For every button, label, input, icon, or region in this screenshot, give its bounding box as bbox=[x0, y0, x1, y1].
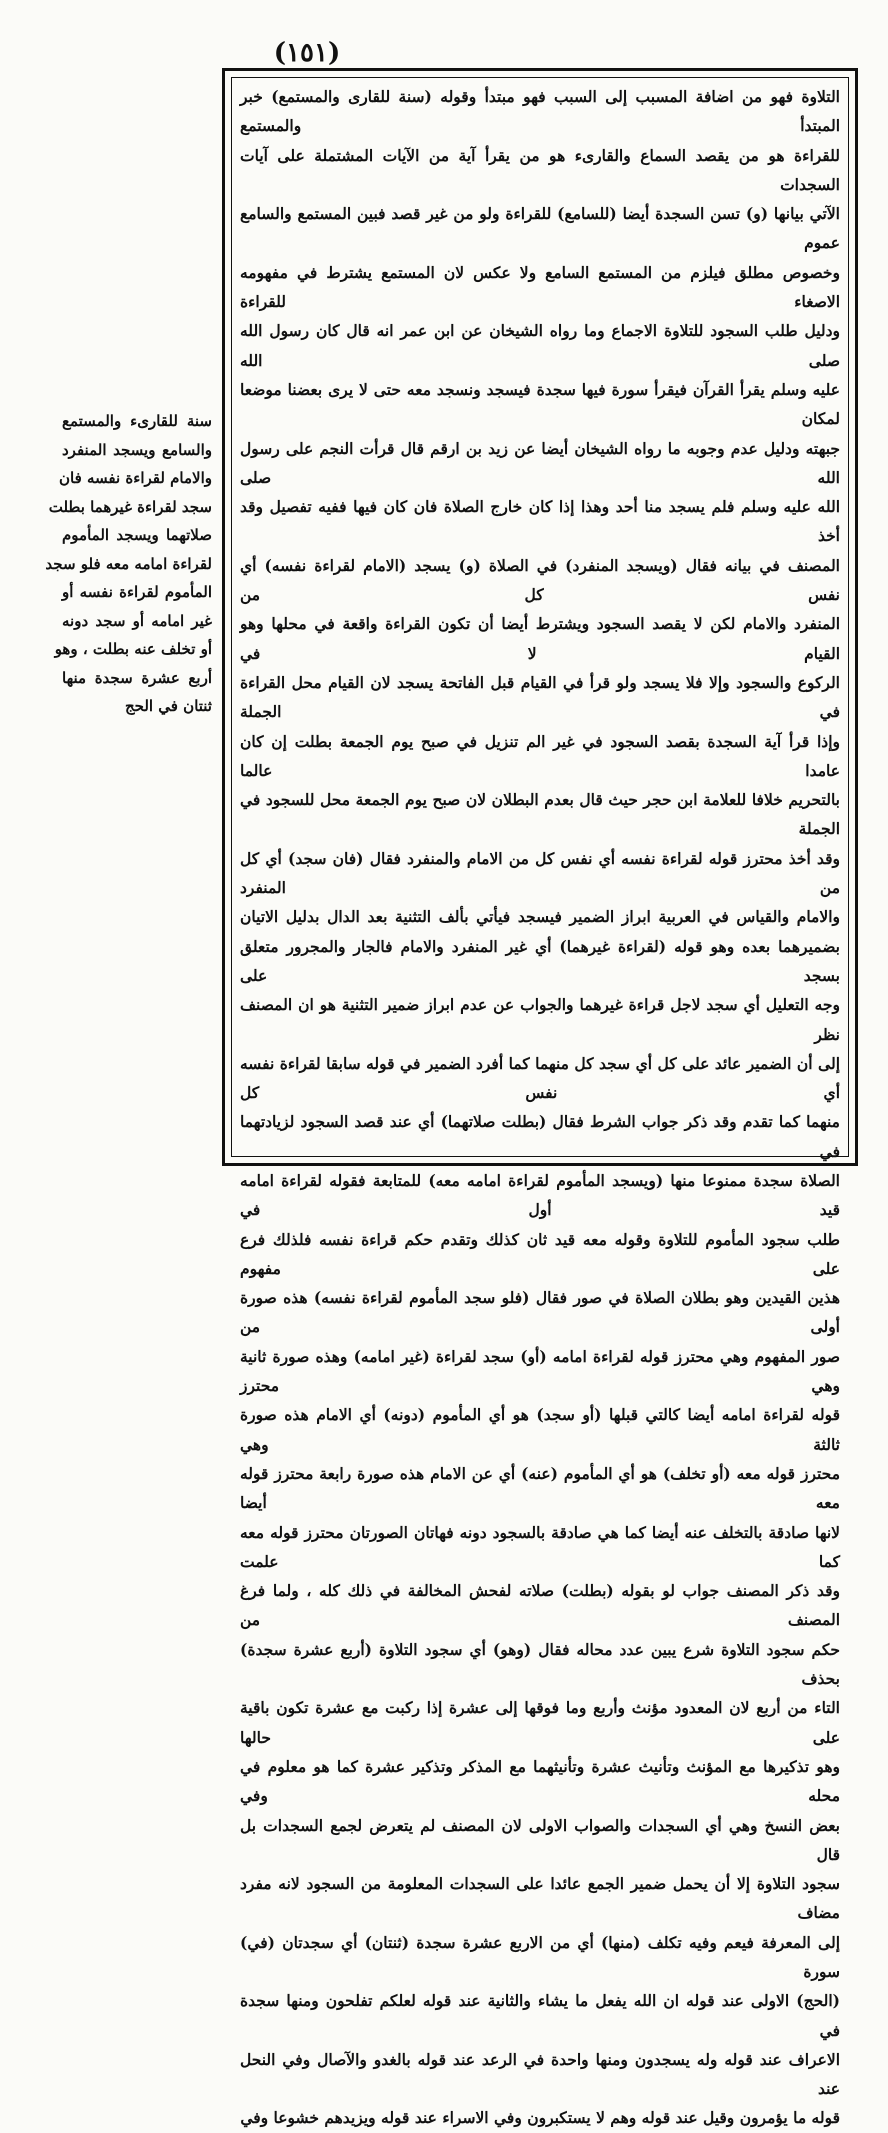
main-text-line: طلب سجود المأموم للتلاوة وقوله معه قيد ثان كذلك وتقدم حكم قراءة نفسه فلذلك فرع على مفهوم bbox=[240, 1229, 840, 1278]
page-frame bbox=[222, 68, 858, 2128]
main-text-line: وإذا قرأ آية السجدة بقصد السجود في غير الم تنزيل في صبح يوم الجمعة بطلت إن كان عامدا عالما bbox=[240, 731, 840, 780]
main-text-line: إلى أن الضمير عائد على كل أي سجد كل منهما كما أفرد الضمير في قوله سابقا لقراءة نفسه أي نفس كل bbox=[240, 1053, 840, 1103]
main-text-line: المنفرد والامام لكن لا يقصد السجود ويشترط أيضا أن تكون القراءة واقعة في محلها وهو القيام لا في bbox=[240, 614, 840, 663]
main-text-line: قوله ما يؤمرون وقيل عند قوله وهم لا يستكبرون وفي الاسراء عند قوله ويزيدهم خشوعا وفي bbox=[240, 2108, 840, 2128]
main-text-line: بالتحريم خلافا للعلامة ابن حجر حيث قال بعدم البطلان لان صبح يوم الجمعة محل للسجود في الجملة bbox=[240, 790, 840, 839]
main-text-line: إلى المعرفة فيعم وفيه تكلف (منها) أي من الاربع عشرة سجدة (ثنتان) أي سجدتان (في) سورة bbox=[240, 1932, 840, 1981]
margin-text-line: ثنتان في الحج bbox=[124, 697, 212, 715]
main-text-line: (الحج) الاولى عند قوله ان الله يفعل ما يشاء والثانية عند قوله لعلكم تفلحون ومنها سجدة في bbox=[240, 1991, 840, 2040]
main-text-line: قوله لقراءة امامه أيضا كالتي قبلها (أو سجد) هو أي المأموم (دونه) أي الامام هذه صورة ثالثة وهي bbox=[240, 1405, 840, 1454]
main-text-line: الركوع والسجود وإلا فلا يسجد ولو قرأ في القيام قبل الفاتحة يسجد لان القيام محل القراءة في الجملة bbox=[240, 672, 840, 722]
main-text-line: وقد أخذ محترز قوله لقراءة نفسه أي نفس كل من الامام والمنفرد فقال (فان سجد) أي كل من المنفرد bbox=[240, 848, 840, 898]
margin-text-line: غير امامه أو سجد دونه bbox=[62, 611, 212, 630]
margin-text-line: أربع عشرة سجدة منها bbox=[62, 668, 212, 687]
main-text-line: حكم سجود التلاوة شرع يبين عدد محاله فقال (وهو) أي سجود التلاوة (أربع عشرة سجدة) بحذف bbox=[240, 1639, 840, 1689]
main-text-line: عليه وسلم يقرأ القرآن فيقرأ سورة فيها سجدة فيسجد ونسجد معه حتى لا يرى بعضنا موضعا لمكان bbox=[240, 379, 840, 429]
main-text-line: وقد ذكر المصنف جواب لو بقوله (بطلت) صلاته لفحش المخالفة في ذلك كله ، ولما فرغ المصنف من bbox=[240, 1581, 840, 1630]
main-text-line: وجه التعليل أي سجد لاجل قراءة غيرهما والجواب عن عدم ابراز ضمير التثنية هو ان المصنف نظر bbox=[240, 995, 840, 1044]
main-text-line: التاء من أربع لان المعدود مؤنث وأربع وما فوقها إلى عشرة إذا ركبت مع عشرة تكون باقية على حالها bbox=[240, 1698, 840, 1747]
main-text-line: الآتي بيانها (و) تسن السجدة أيضا (للسامع) للقراءة ولو من غير قصد فبين المستمع والسامع عموم bbox=[240, 204, 840, 253]
margin-text-line: أو تخلف عنه بطلت ، وهو bbox=[54, 640, 212, 658]
main-text-line: محترز قوله معه (أو تخلف) هو أي المأموم (عنه) أي عن الامام هذه صورة رابعة محترز قوله معه أيضا bbox=[240, 1463, 840, 1513]
page-frame-inner bbox=[231, 77, 849, 2128]
main-text-line: لانها صادقة بالتخلف عنه أيضا كما هي صادقة بالسجود دونه فهاتان الصورتان محترز قوله معه كما علمت bbox=[240, 1522, 840, 1571]
main-text-line: بضميرهما بعده وهو قوله (لقراءة غيرهما) أي غير المنفرد والامام فالجار والمجرور متعلق بسجد على bbox=[240, 936, 840, 985]
main-text-line: الاعراف عند قوله وله يسجدون ومنها واحدة في الرعد عند قوله بالغدو والآصال وفي النحل عند bbox=[240, 2049, 840, 2099]
main-text-line: سجود التلاوة إلا أن يحمل ضمير الجمع عائدا على السجدات المعلومة من السجود لانه مفرد مضاف bbox=[240, 1874, 840, 1923]
main-text-line: وخصوص مطلق فيلزم من المستمع السامع ولا عكس لان المستمع يشترط في مفهومه الاصغاء للقراءة bbox=[240, 262, 840, 312]
main-text-line: والامام والقياس في العربية ابراز الضمير فيسجد فيأتي بألف التثنية بعد الدال بدليل الاتيان bbox=[240, 907, 840, 927]
main-commentary-text bbox=[240, 82, 840, 2133]
main-text-line: بعض النسخ وهي أي السجدات والصواب الاولى لان المصنف لم يتعرض لجمع السجدات بل قال bbox=[240, 1815, 840, 1864]
margin-text-line: لقراءة امامه معه فلو سجد bbox=[45, 554, 212, 573]
main-text-line: ودليل طلب السجود للتلاوة الاجماع وما رواه الشيخان عن ابن عمر انه قال كان رسول الله صلى الله bbox=[240, 321, 840, 370]
main-text-line: وهو تذكيرها مع المؤنث وتأنيث عشرة وتأنيثهما مع المذكر وتذكير عشرة كما هو معلوم في محله وفي bbox=[240, 1756, 840, 1806]
margin-text-line: سجد لقراءة غيرهما بطلت bbox=[48, 497, 212, 516]
margin-text-line: والسامع ويسجد المنفرد bbox=[62, 440, 212, 459]
main-text-line: منهما كما تقدم وقد ذكر جواب الشرط فقال (بطلت صلاتهما) أي عند قصد السجود لزيادتهما في bbox=[240, 1112, 840, 1161]
main-text-line: للقراءة هو من يقصد السماع والقارىء هو من يقرأ آية من الآيات المشتملة على آيات السجدات bbox=[240, 145, 840, 194]
margin-matn-text bbox=[45, 407, 212, 721]
main-text-line: المصنف في بيانه فقال (ويسجد المنفرد) في الصلاة (و) يسجد (الامام لقراءة نفسه) أي نفس كل من bbox=[240, 555, 840, 605]
main-text-line: جبهته ودليل عدم وجوبه ما رواه الشيخان أيضا عن زيد بن ارقم قال قرأت النجم على رسول الله صلى bbox=[240, 438, 840, 487]
margin-text-line: المأموم لقراءة نفسه أو bbox=[62, 583, 212, 601]
margin-text-line: والامام لقراءة نفسه فان bbox=[59, 469, 212, 487]
page-number: (١٥١) bbox=[273, 38, 341, 68]
main-text-line: الله عليه وسلم فلم يسجد منا أحد وهذا إذا كان خارج الصلاة فان كان فيها ففيه تفصيل وقد أخذ bbox=[240, 497, 840, 546]
main-text-line: صور المفهوم وهي محترز قوله لقراءة امامه (أو) سجد لقراءة (غير امامه) وهذه صورة ثانية وهي محترز bbox=[240, 1346, 840, 1396]
margin-text-line: صلاتهما ويسجد المأموم bbox=[62, 526, 212, 544]
main-text-line: التلاوة فهو من اضافة المسبب إلى السبب فهو مبتدأ وقوله (سنة للقارى والمستمع) خبر المبتدأ والمستمع bbox=[240, 87, 840, 136]
main-text-line: الصلاة سجدة ممنوعا منها (ويسجد المأموم لقراءة امامه معه) للمتابعة فقوله لقراءة امامه قيد أول في bbox=[240, 1170, 840, 1220]
margin-text-line: سنة للقارىء والمستمع bbox=[62, 412, 212, 430]
main-text-line: هذين القيدين وهو بطلان الصلاة في صور فقال (فلو سجد المأموم لقراءة نفسه) هذه صورة أولى من bbox=[240, 1288, 840, 1337]
